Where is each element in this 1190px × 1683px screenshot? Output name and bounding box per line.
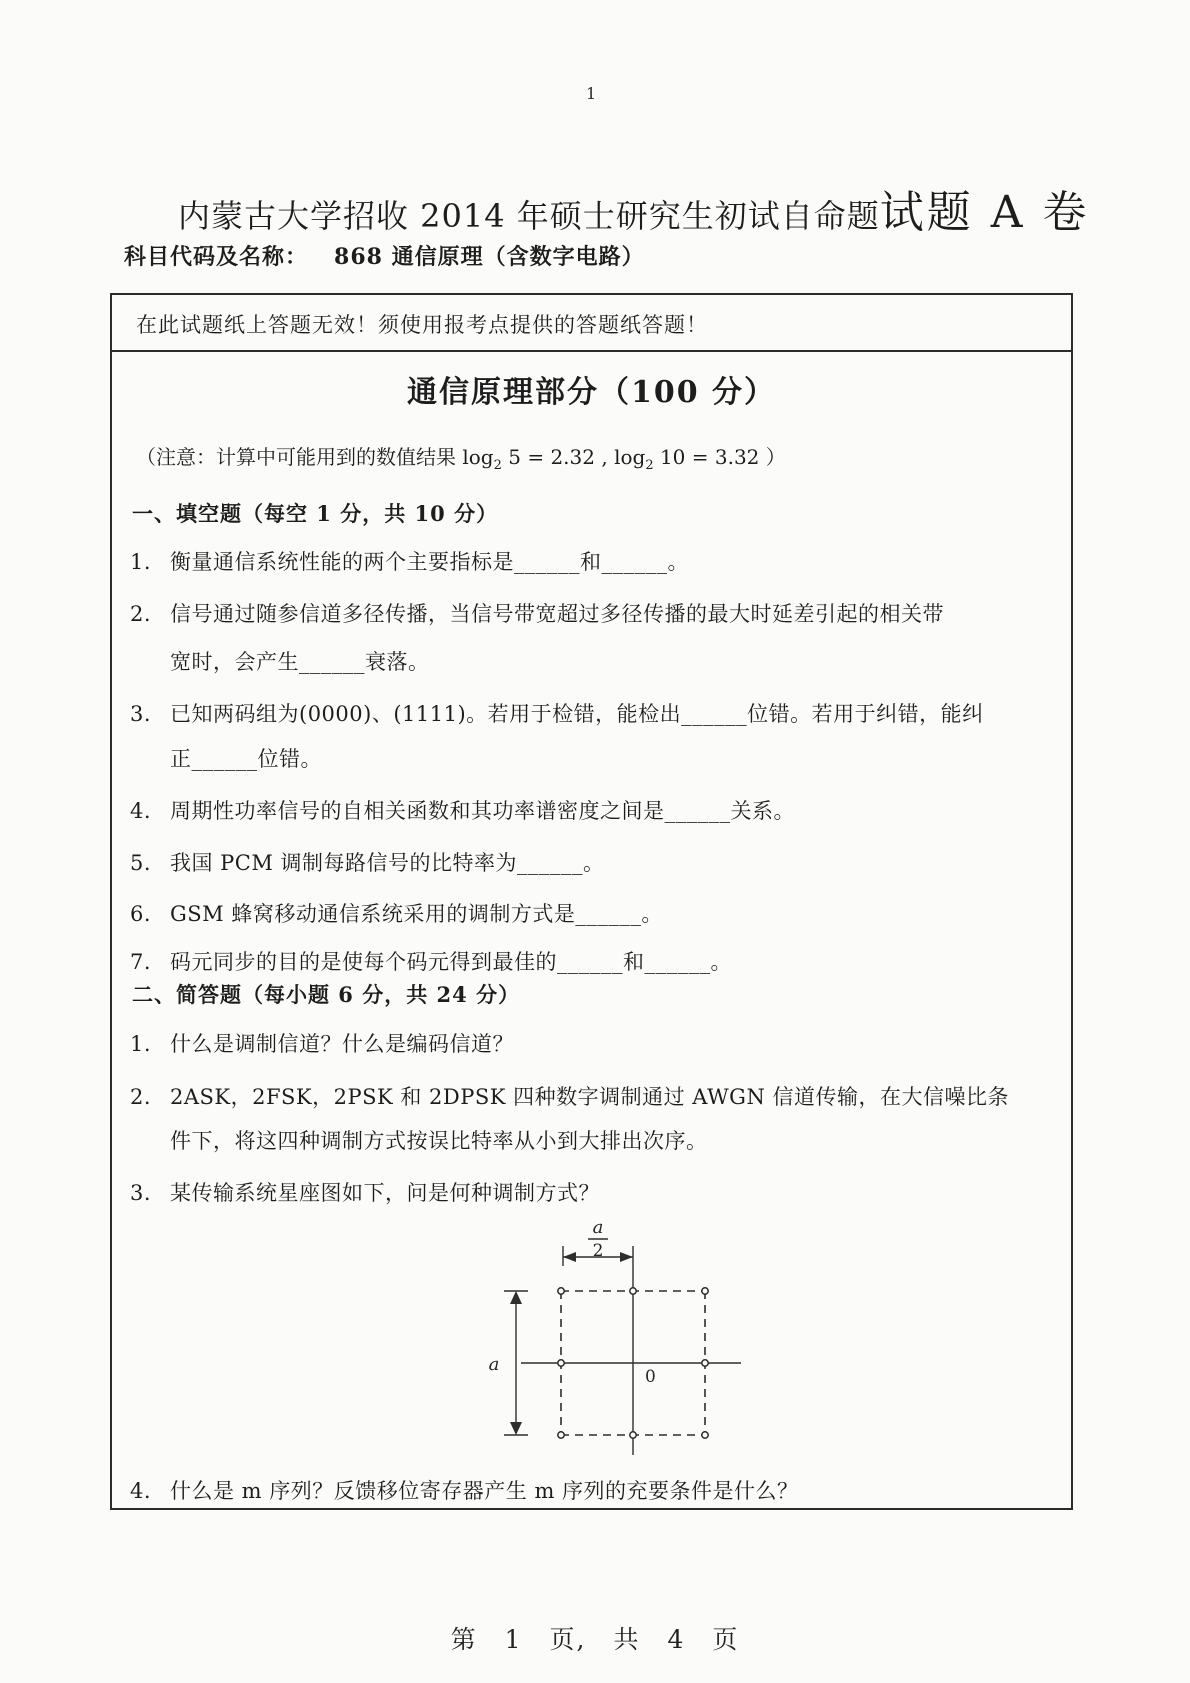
section-title: 通信原理部分（100 分） xyxy=(406,375,777,410)
point xyxy=(558,1432,564,1438)
p1-q1 xyxy=(130,546,689,576)
point xyxy=(702,1288,708,1294)
paper-title xyxy=(178,176,1090,240)
part2-heading: 二、简答题（每小题 6 分，共 24 分） xyxy=(132,982,521,1007)
log2-sub: 2 xyxy=(645,458,654,473)
p1-q4-number: 4. xyxy=(130,799,152,823)
p1-q6 xyxy=(130,898,663,928)
subject-value: 868 通信原理（含数字电路） xyxy=(334,244,645,270)
log1-fn: log xyxy=(462,445,494,469)
p2-q1-number: 1. xyxy=(130,1032,152,1056)
page-footer xyxy=(0,1620,1190,1656)
p1-q3-line2: 正______位错。 xyxy=(170,747,322,771)
p1-q2-line2: 宽时，会产生______衰落。 xyxy=(170,650,430,674)
paper-title-main: 内蒙古大学招收 2014 年硕士研究生初试自命题 xyxy=(178,197,880,235)
exam-content-box xyxy=(110,293,1073,1510)
p1-q1-text: 衡量通信系统性能的两个主要指标是______和______。 xyxy=(170,550,689,574)
notice-text: 在此试题纸上答题无效！须使用报考点提供的答题纸答题！ xyxy=(136,313,708,337)
p1-q2-number: 2. xyxy=(130,602,152,626)
calc-note xyxy=(136,441,786,473)
part1-heading: 一、填空题（每空 1 分，共 10 分） xyxy=(132,501,499,526)
dim-height-label: a xyxy=(488,1354,500,1375)
subject-line xyxy=(124,240,645,271)
dim-width-numerator-label: a xyxy=(592,1217,604,1238)
p2-q4 xyxy=(130,1475,799,1505)
footer-word-di: 第 xyxy=(450,1625,478,1654)
p1-q3-line1 xyxy=(130,698,984,728)
log1-sub: 2 xyxy=(493,458,502,473)
paper-title-volume: 试题 A 卷 xyxy=(879,187,1090,238)
p1-q2-text-line1: 信号通过随参信道多径传播，当信号带宽超过多径传播的最大时延差引起的相关带 xyxy=(170,602,944,626)
p1-q5 xyxy=(130,847,605,877)
point xyxy=(702,1360,708,1366)
footer-word-ye-gong: 页, xyxy=(549,1625,587,1654)
p1-q7 xyxy=(130,946,732,976)
origin-label: 0 xyxy=(645,1367,656,1387)
point xyxy=(558,1360,564,1366)
p1-q5-number: 5. xyxy=(130,851,152,875)
p1-q6-number: 6. xyxy=(130,902,152,926)
arrowhead-right-icon xyxy=(620,1252,633,1262)
p1-q1-number: 1. xyxy=(130,550,152,574)
p2-q3-text: 某传输系统星座图如下，问是何种调制方式？ xyxy=(170,1181,600,1205)
footer-total-pages: 4 xyxy=(667,1625,686,1654)
p1-q4-text: 周期性功率信号的自相关函数和其功率谱密度之间是______关系。 xyxy=(170,799,795,823)
footer-word-gong: 共 xyxy=(613,1625,641,1654)
p1-q5-text: 我国 PCM 调制每路信号的比特率为______。 xyxy=(170,851,605,875)
point xyxy=(630,1288,636,1294)
arrowhead-up-icon xyxy=(510,1291,522,1304)
log1-tail: 5 = 2.32 , xyxy=(501,445,615,469)
subject-label: 科目代码及名称： xyxy=(124,244,309,270)
arrowhead-down-icon xyxy=(510,1422,522,1435)
point xyxy=(702,1432,708,1438)
footer-current-page: 1 xyxy=(504,1625,523,1654)
p1-q2-line1 xyxy=(130,598,944,628)
p1-q6-text: GSM 蜂窝移动通信系统采用的调制方式是______。 xyxy=(170,902,663,926)
p2-q2-line1 xyxy=(130,1081,1009,1111)
point xyxy=(558,1288,564,1294)
top-page-number: 1 xyxy=(586,84,597,103)
p2-q2-line2: 件下，将这四种调制方式按误比特率从小到大排出次序。 xyxy=(170,1129,708,1153)
p1-q4 xyxy=(130,795,795,825)
calc-note-prefix: （注意：计算中可能用到的数值结果 xyxy=(136,445,463,469)
point xyxy=(630,1432,636,1438)
constellation-diagram xyxy=(442,1200,782,1472)
notice-strip xyxy=(112,295,1071,352)
p2-q1-text: 什么是调制信道？什么是编码信道？ xyxy=(170,1032,514,1056)
p2-q2-number: 2. xyxy=(130,1085,152,1109)
p2-q4-text: 什么是 m 序列？反馈移位寄存器产生 m 序列的充要条件是什么？ xyxy=(170,1479,799,1503)
arrowhead-left-icon xyxy=(563,1252,576,1262)
dim-width-denominator-label: 2 xyxy=(592,1241,604,1261)
footer-word-ye: 页 xyxy=(712,1625,740,1654)
log2-tail: 10 = 3.32 ） xyxy=(653,445,786,469)
p2-q3-number: 3. xyxy=(130,1181,152,1205)
p1-q7-text: 码元同步的目的是使每个码元得到最佳的______和______。 xyxy=(170,950,732,974)
p2-q1 xyxy=(130,1028,514,1058)
log2-fn: log xyxy=(614,445,646,469)
p1-q3-number: 3. xyxy=(130,702,152,726)
p1-q3-text-line1: 已知两码组为(0000)、(1111)。若用于检错，能检出______位错。若用于纠错，能纠 xyxy=(170,702,984,726)
p1-q7-number: 7. xyxy=(130,950,152,974)
p2-q4-number: 4. xyxy=(130,1479,152,1503)
p2-q2-text-line1: 2ASK，2FSK，2PSK 和 2DPSK 四种数字调制通过 AWGN 信道传输，在大信噪比条 xyxy=(170,1085,1009,1109)
